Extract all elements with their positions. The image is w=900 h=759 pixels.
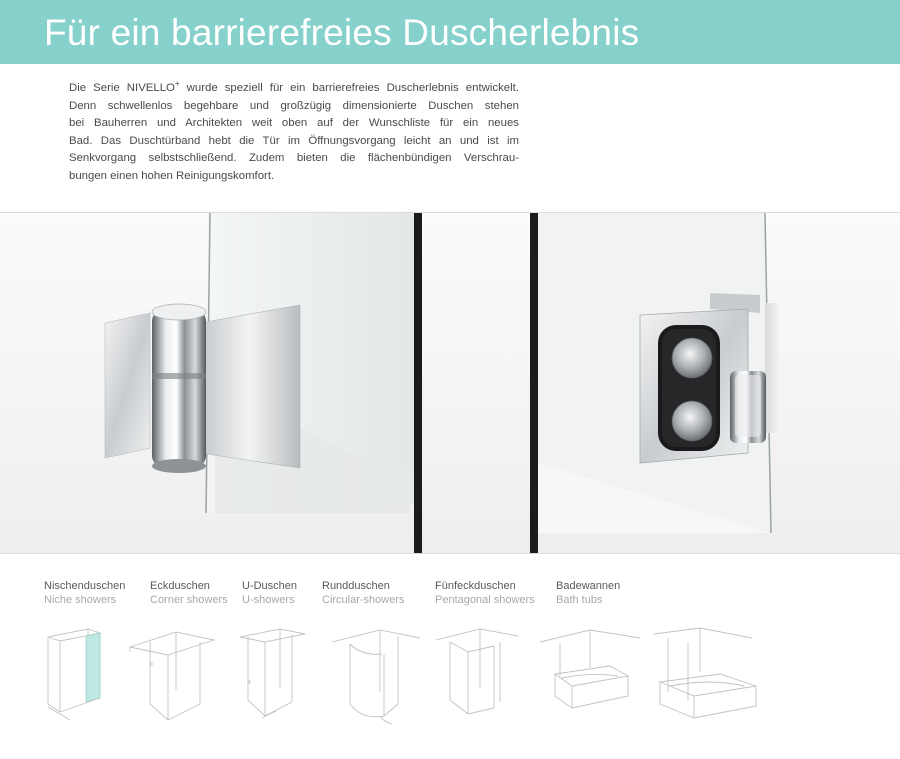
u-shower-drawing <box>240 629 305 718</box>
intro-line: Senkvorgang selbstschließend. Zudem bieten die flächenbündigen Verschrau- <box>69 152 519 165</box>
pentagonal-shower-drawing <box>436 629 518 714</box>
shower-category-labels <box>0 580 900 610</box>
category-label: Fünfeckduschen Pentagonal showers <box>435 580 535 606</box>
corner-shower-drawing <box>130 632 214 720</box>
shower-type-illustrations <box>0 612 900 754</box>
category-label: Nischenduschen Niche showers <box>44 580 126 606</box>
niche-shower-drawing <box>48 629 100 720</box>
category-label: Rundduschen Circular-showers <box>322 580 405 606</box>
bathtub-drawing-2 <box>654 628 756 718</box>
shower-line-drawings <box>0 612 900 754</box>
intro-line: bei Bauherren und Architekten weit oben auf der Wunschliste für ein neues <box>69 117 519 130</box>
intro-paragraph <box>69 80 519 186</box>
circular-shower-drawing <box>332 630 420 724</box>
page-title: Für ein barrierefreies Duscherlebnis <box>44 12 640 53</box>
intro-line: Bad. Das Duschtürband hebt die Tür im Öffnungsvorgang leicht an und ist im <box>69 134 519 147</box>
trademark-plus: + <box>174 79 180 88</box>
intro-line: bungen einen hohen Reinigungskomfort. <box>69 169 275 182</box>
intro-line: Denn schwellenlos begehbare und großzügig dimensionierte Duschen stehen <box>69 99 519 112</box>
hinge-product-photo <box>0 212 900 554</box>
category-label: Badewannen Bath tubs <box>556 580 621 606</box>
header-banner <box>0 0 900 64</box>
bathtub-drawing-1 <box>540 630 640 708</box>
category-label: U-Duschen U-showers <box>242 580 298 606</box>
category-label: Eckduschen Corner showers <box>150 580 228 606</box>
intro-line: Die Serie NIVELLO+ wurde speziell für ein barrierefreies Duscherlebnis entwickelt. <box>69 79 519 94</box>
hinge-photo-illustration <box>0 213 900 553</box>
